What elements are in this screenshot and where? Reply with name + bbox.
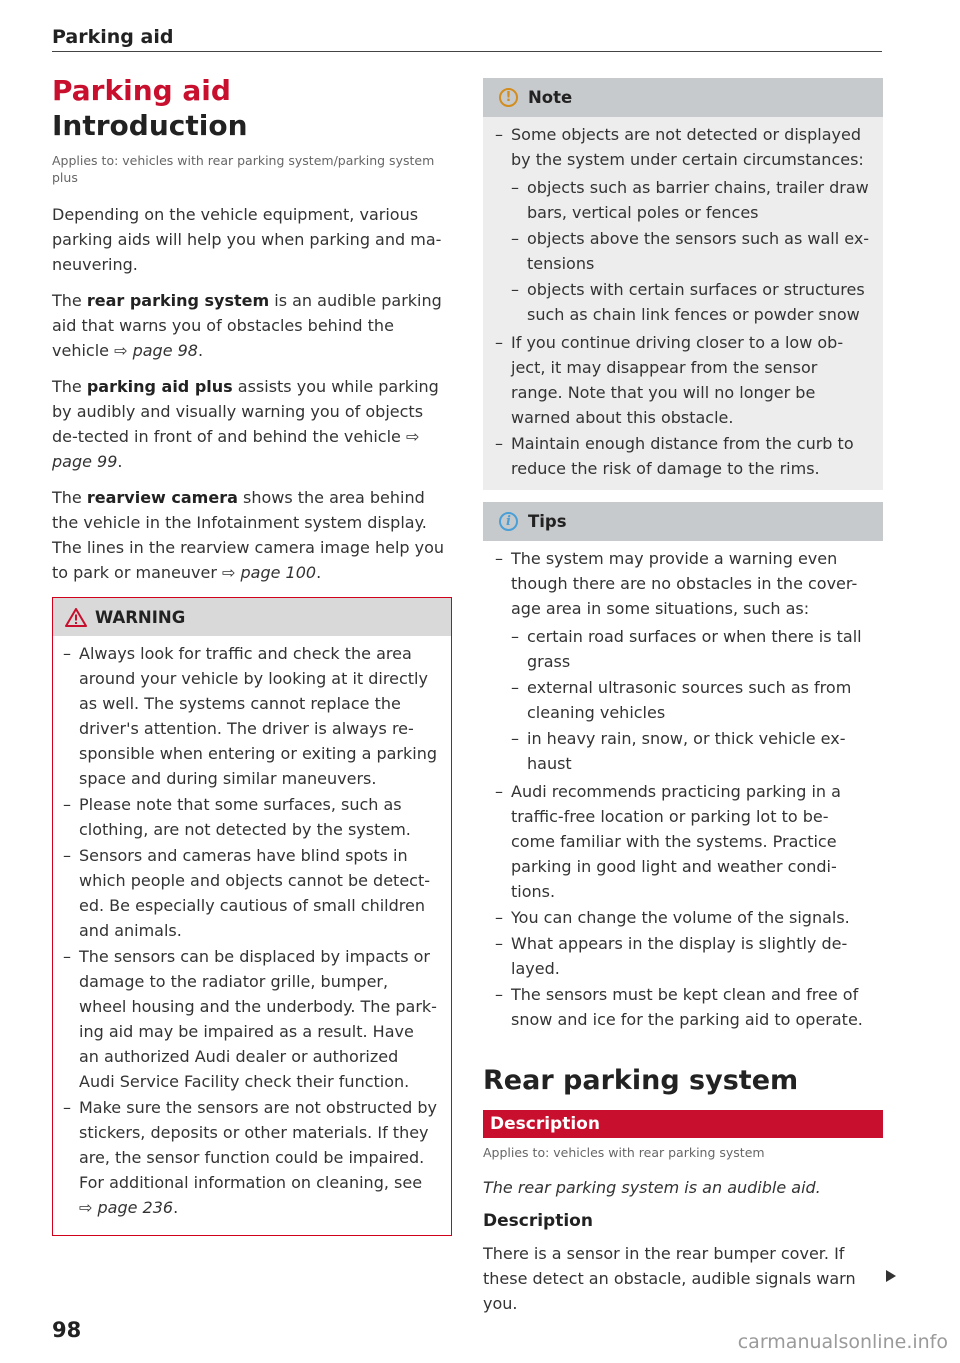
applies-to: Applies to: vehicles with rear parking system (483, 1145, 765, 1160)
applies-to: Applies to: vehicles with rear parking system/parking system plus (52, 153, 435, 185)
list-item: – The sensors must be kept clean and free of snow and ice for the parking aid to operate. (495, 982, 871, 1032)
list-item: – The sensors can be displaced by impacts or damage to the radiator grille, bumper, wheel housing and the underbody. The park-ing aid may be impaired as a result. Have an authorized Audi dealer or authorized Audi Service Facility check their function. (63, 944, 437, 1094)
list-item: – certain road surfaces or when there is tall grass (511, 624, 871, 674)
list-item: – Make sure the sensors are not obstructed by stickers, deposits or other materials. If they are, the sensor function could be impaired. For additional information on cleaning, see ⇨ page 236. (63, 1095, 437, 1220)
note-header (483, 78, 883, 117)
description-subheading: Description (483, 1211, 593, 1231)
chapter-title: Parking aid (52, 74, 231, 107)
lead-text: The rear parking system is an audible aid. (483, 1178, 821, 1197)
parking-aid-plus-paragraph: The parking aid plus assists you while parking by audibly and visually warning you of objects de-tected in front of and behind the vehicle ⇨ page 99. (52, 377, 439, 471)
note-title: Note (528, 88, 573, 107)
watermark: carmanualsonline.info (737, 1331, 948, 1353)
warning-list (63, 641, 437, 1220)
warning-box (52, 597, 452, 1236)
note-box (483, 78, 883, 490)
right-column (483, 78, 883, 1327)
page-ref-link[interactable]: ⇨ page 100 (221, 563, 317, 582)
rearview-camera-paragraph: The rearview camera shows the area behind the vehicle in the Infotainment system display. The lines in the rearview camera image help you to park or maneuver ⇨ page 100. (52, 488, 445, 582)
list-item: – Please note that some surfaces, such as clothing, are not detected by the system. (63, 792, 437, 842)
left-column (52, 74, 452, 1236)
warning-triangle-icon (65, 608, 87, 627)
page-ref-link[interactable]: ⇨ page 236 (79, 1198, 174, 1217)
list-item: – You can change the volume of the signals. (495, 905, 871, 930)
page-ref-link[interactable]: ⇨ page 98 (114, 341, 198, 360)
section-title: Introduction (52, 109, 248, 142)
list-item: – objects above the sensors such as wall ex-tensions (511, 226, 871, 276)
list-item: – objects with certain surfaces or structures such as chain link fences or powder snow (511, 277, 871, 327)
info-icon: i (499, 512, 518, 531)
list-item: – What appears in the display is slightly de-layed. (495, 931, 871, 981)
rear-parking-title: Rear parking system (483, 1065, 799, 1096)
warning-title: WARNING (95, 607, 186, 627)
list-item: – Some objects are not detected or displayed by the system under certain circumstances: – objects such as barrier chains, trailer draw bars, vertical poles or fences – objects above the sensors such as wall ex-tensions – objects with certain surfaces or structures such as chain link fences or powder snow (495, 122, 871, 327)
description-body: There is a sensor in the rear bumper cover. If these detect an obstacle, audible signals warn you. (483, 1244, 856, 1313)
description-bar: Description (483, 1110, 883, 1138)
intro-paragraph: Depending on the vehicle equipment, various parking aids will help you when parking and ma-neuvering. (52, 205, 442, 274)
list-item: – objects such as barrier chains, trailer draw bars, vertical poles or fences (511, 175, 871, 225)
page-number: 98 (52, 1318, 82, 1342)
list-item: – in heavy rain, snow, or thick vehicle ex-haust (511, 726, 871, 776)
list-item: – Audi recommends practicing parking in a traffic-free location or parking lot to be-come familiar with the systems. Practice parking in good light and weather condi-tions. (495, 779, 871, 904)
warning-header (53, 598, 451, 636)
list-item: – If you continue driving closer to a low ob-ject, it may disappear from the sensor range. Note that you will no longer be warned about this obstacle. (495, 330, 871, 430)
list-item: – Always look for traffic and check the area around your vehicle by looking at it directly as well. The systems cannot replace the driver's attention. The driver is always re-sponsible when entering or exiting a parking space and during similar maneuvers. (63, 641, 437, 791)
list-item: – The system may provide a warning even though there are no obstacles in the cover-age area in some situations, such as: – certain road surfaces or when there is tall grass – external ultrasonic sources such as from cleaning vehicles – in heavy rain, snow, or thick vehicle ex-haust (495, 546, 871, 776)
continue-arrow-icon (886, 1270, 896, 1282)
tips-title: Tips (528, 512, 567, 531)
list-item: – external ultrasonic sources such as from cleaning vehicles (511, 675, 871, 725)
page-ref-link[interactable]: ⇨ page 99 (52, 427, 420, 471)
rear-parking-paragraph: The rear parking system is an audible parking aid that warns you of obstacles behind the vehicle ⇨ page 98. (52, 291, 442, 360)
exclamation-icon: ! (499, 88, 518, 107)
list-item: – Sensors and cameras have blind spots in which people and objects cannot be detect-ed. Be especially cautious of small children and animals. (63, 843, 437, 943)
list-item: – Maintain enough distance from the curb to reduce the risk of damage to the rims. (495, 431, 871, 481)
header-rule (52, 51, 882, 52)
tips-box (483, 502, 883, 1041)
tips-header (483, 502, 883, 541)
running-header: Parking aid (52, 26, 174, 48)
